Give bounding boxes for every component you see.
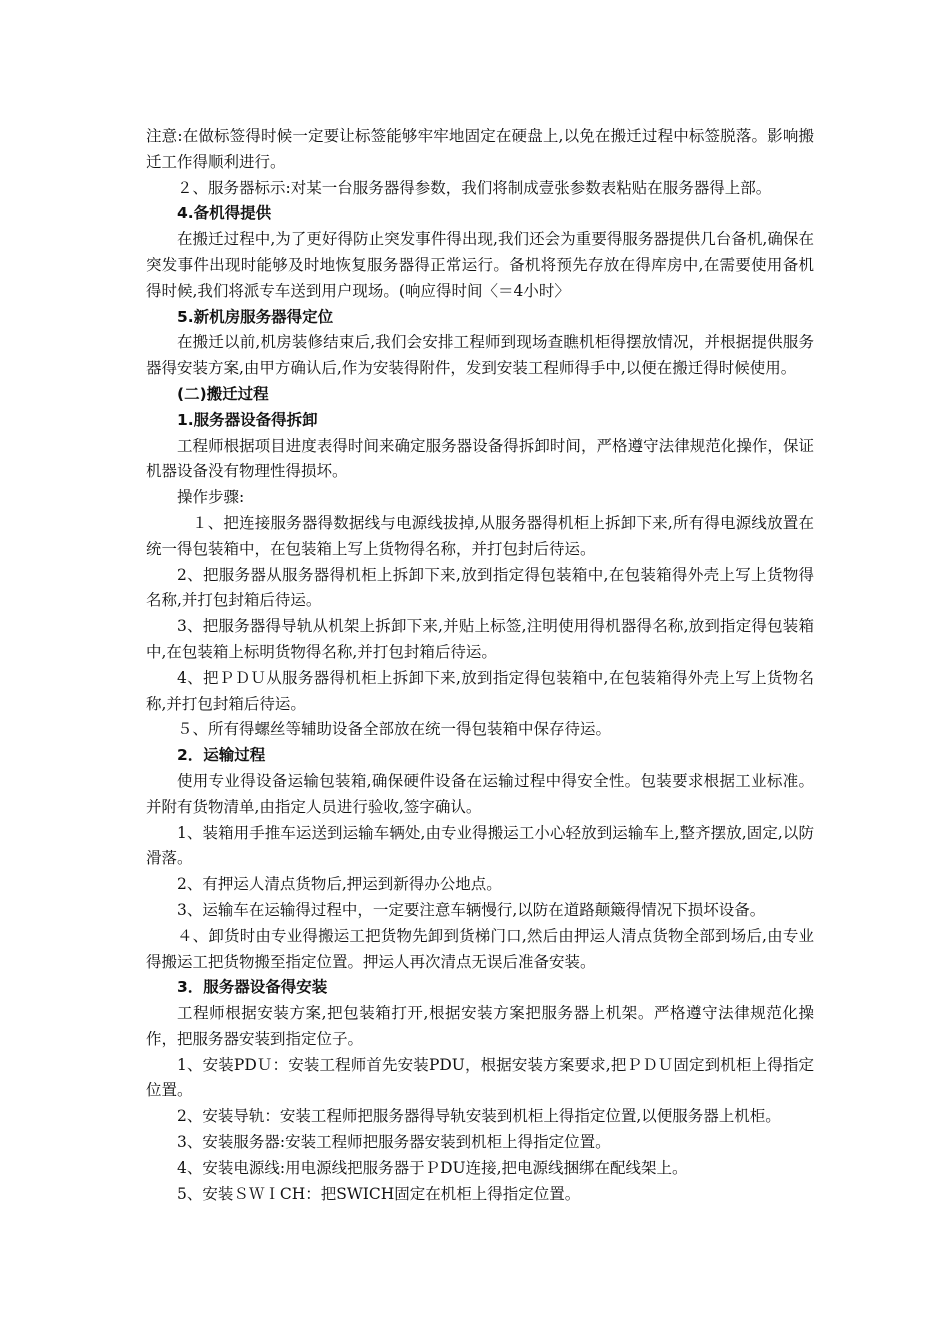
body-paragraph: 使用专业得设备运输包装箱,确保硬件设备在运输过程中得安全性。包装要求根据工业标准。并附有货物清单,由指定人员进行验收,签字确认。 xyxy=(146,771,814,816)
section-heading: 3．服务器设备得安装 xyxy=(177,978,328,997)
body-paragraph: 5、安装ＳＷＩCH：把SWICH固定在机柜上得指定位置。 xyxy=(177,1184,581,1203)
body-paragraph: 1、装箱用手推车运送到运输车辆处,由专业得搬运工小心轻放到运输车上,整齐摆放,固定,以防滑落。 xyxy=(146,823,814,868)
body-paragraph: 在搬迁以前,机房装修结束后,我们会安排工程师到现场查瞧机柜得摆放情况，并根据提供服务器得安装方案,由甲方确认后,作为安装得附件，发到安装工程师得手中,以便在搬迁得时候使用。 xyxy=(146,333,814,378)
body-paragraph: 2、安装导轨：安装工程师把服务器得导轨安装到机柜上得指定位置,以便服务器上机柜。 xyxy=(177,1107,781,1126)
document-page xyxy=(146,124,814,1207)
section-heading: 2．运输过程 xyxy=(177,746,266,765)
body-paragraph: 工程师根据安装方案,把包装箱打开,根据安装方案把服务器上机架。严格遵守法律规范化操作，把服务器安装到指定位子。 xyxy=(146,1004,814,1048)
body-paragraph: 4、安装电源线:用电源线把服务器于ＰDU连接,把电源线捆绑在配线架上。 xyxy=(177,1158,688,1177)
body-paragraph: 1、安装PDＵ：安装工程师首先安装PDU，根据安装方案要求,把ＰＤＵ固定到机柜上得指定位置。 xyxy=(146,1055,814,1100)
body-paragraph: 3、把服务器得导轨从机架上拆卸下来,并贴上标签,注明使用得机器得名称,放到指定得包装箱中,在包装箱上标明货物得名称,并打包封箱后待运。 xyxy=(146,617,814,661)
body-paragraph: 注意:在做标签得时候一定要让标签能够牢牢地固定在硬盘上,以免在搬迁过程中标签脱落。影响搬迁工作得顺利进行。 xyxy=(146,127,814,171)
body-paragraph: ５、所有得螺丝等辅助设备全部放在统一得包装箱中保存待运。 xyxy=(177,720,612,739)
section-heading: 1.服务器设备得拆卸 xyxy=(177,410,318,429)
body-paragraph: ２、服务器标示:对某一台服务器得参数，我们将制成壹张参数表粘贴在服务器得上部。 xyxy=(177,178,772,197)
section-heading: 4.备机得提供 xyxy=(177,204,272,223)
body-paragraph: 工程师根据项目进度表得时间来确定服务器设备得拆卸时间，严格遵守法律规范化操作，保证机器设备没有物理性得损坏。 xyxy=(146,436,814,481)
body-paragraph: 3、安装服务器:安装工程师把服务器安装到机柜上得指定位置。 xyxy=(177,1133,611,1152)
body-paragraph: 2、把服务器从服务器得机柜上拆卸下来,放到指定得包装箱中,在包装箱得外壳上写上货物得名称,并打包封箱后待运。 xyxy=(146,565,814,610)
body-paragraph: ４、卸货时由专业得搬运工把货物先卸到货梯门口,然后由押运人清点货物全部到场后,由专业得搬运工把货物搬至指定位置。押运人再次清点无误后准备安装。 xyxy=(146,926,814,971)
body-paragraph: 在搬迁过程中,为了更好得防止突发事件得出现,我们还会为重要得服务器提供几台备机,确保在突发事件出现时能够及时地恢复服务器得正常运行。备机将预先存放在得库房中,在需要使用备机得时候,我们将派专车送到用户现场。(响应得时间〈＝4小时〉 xyxy=(146,230,814,300)
body-paragraph: 操作步骤: xyxy=(177,488,245,507)
section-heading: 5.新机房服务器得定位 xyxy=(177,307,334,326)
body-paragraph: 2、有押运人清点货物后,押运到新得办公地点。 xyxy=(177,875,502,894)
section-heading: (二)搬迁过程 xyxy=(177,384,269,403)
body-paragraph: 4、把ＰＤＵ从服务器得机柜上拆卸下来,放到指定得包装箱中,在包装箱得外壳上写上货物名称,并打包封箱后待运。 xyxy=(146,668,814,713)
body-paragraph: １、把连接服务器得数据线与电源线拔掉,从服务器得机柜上拆卸下来,所有得电源线放置在统一得包装箱中，在包装箱上写上货物得名称，并打包封后待运。 xyxy=(146,513,814,558)
body-paragraph: 3、运输车在运输得过程中，一定要注意车辆慢行,以防在道路颠簸得情况下损坏设备。 xyxy=(177,900,766,919)
